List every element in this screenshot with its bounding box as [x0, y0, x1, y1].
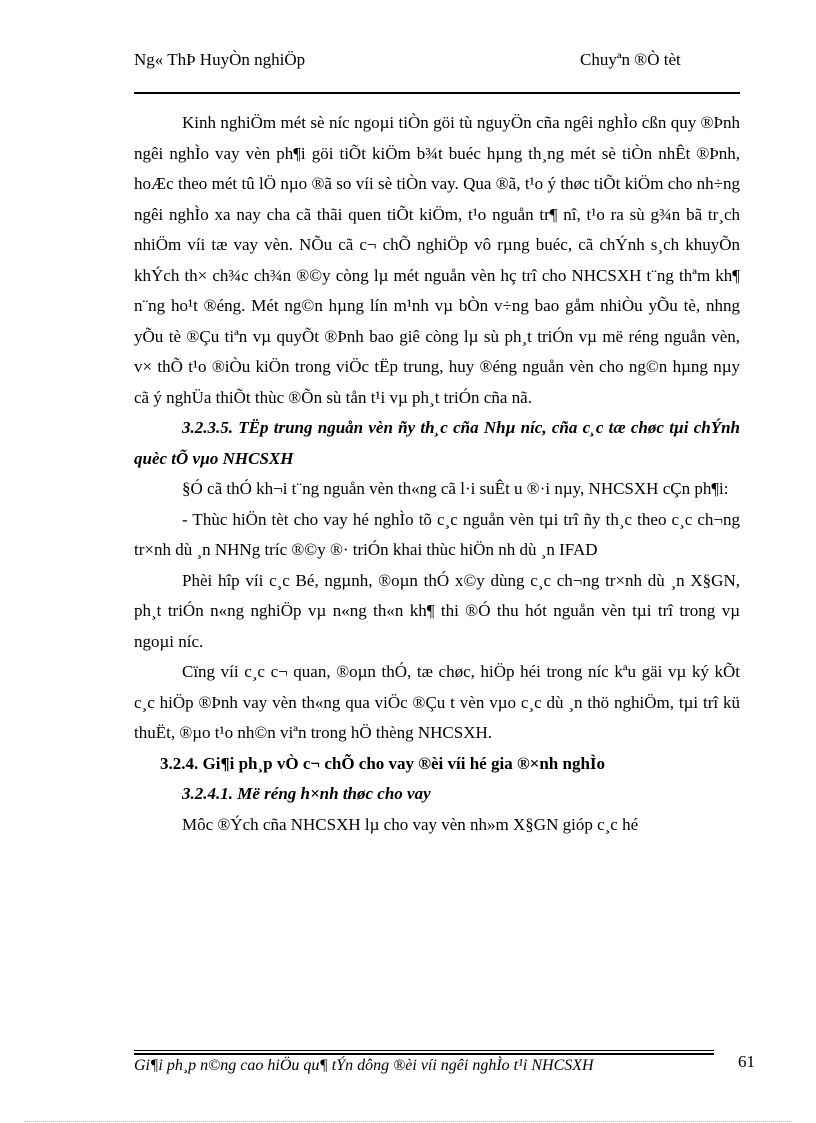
footer-rule-thick	[134, 1053, 714, 1055]
paragraph: §Ó cã thÓ kh¬i t¨ng nguån vèn th«ng cã l·i suÊt u ®·i nµy, NHCSXH cÇn ph¶i:	[182, 479, 729, 498]
page-number: 61	[738, 1052, 755, 1071]
page-body	[134, 108, 740, 840]
footer-rule	[134, 1050, 714, 1051]
subsection-heading: 3.2.4.1. Më réng h×nh thøc cho vay	[182, 784, 431, 803]
header-title: Chuyªn ®Ò tèt	[580, 50, 681, 69]
section-heading: 3.2.4. Gi¶i ph¸p vÒ c¬ chÕ cho vay ®èi víi hé gia ®×nh nghÌo	[160, 753, 606, 773]
header-rule	[134, 92, 740, 94]
paragraph: Cïng víi c¸c c¬ quan, ®oµn thÓ, tæ chøc, hiÖp héi trong níc kªu gäi vµ ký kÕt c¸c hiÖp ®Þnh vay vèn th«ng qua viÖc ®Çu t vèn vµo c¸c dù ¸n thö nghiÖm, tµi trî kü thuËt, ®µo t¹o nh©n viªn trong hÖ thèng NHCSXH.	[134, 662, 740, 742]
subsection-heading: 3.2.3.5. TËp trung nguån vèn ñy th¸c cña Nhµ níc, cña c¸c tæ chøc tµi chÝnh quèc tÕ vµo NHCSXH	[134, 418, 740, 468]
paragraph: - Thùc hiÖn tèt cho vay hé nghÌo tõ c¸c nguån vèn tµi trî ñy th¸c theo c¸c ch¬ng tr×nh dù ¸n NHNg tríc ®©y ®· triÓn khai thùc hiÖn nh dù ¸n IFAD	[134, 509, 740, 559]
paragraph: Môc ®Ých cña NHCSXH lµ cho vay vèn nh»m X§GN gióp c¸c hé	[182, 814, 639, 834]
page-bottom-border	[24, 1121, 792, 1122]
paragraph: Phèi hîp víi c¸c Bé, ngµnh, ®oµn thÓ x©y dùng c¸c ch¬ng tr×nh dù ¸n X§GN, ph¸t triÓn n«ng nghiÖp vµ n«ng th«n kh¶ thi ®Ó thu hót nguån vèn tµi trî trong vµ ngoµi níc.	[134, 570, 740, 651]
header-author: Ng« ThÞ HuyÒn nghiÖp	[134, 50, 306, 69]
paragraph: Kinh nghiÖm mét sè níc ngoµi tiÒn göi tù nguyÖn cña ngêi nghÌo cßn quy ®Þnh ngêi nghÌo vay vèn ph¶i göi tiÕt kiÖm b¾t buéc hµng th¸ng mét sè tiÒn nhÊt ®Þnh, hoÆc theo mét tû lÖ nµo ®ã so víi sè tiÒn vay. Qua ®ã, t¹o ý thøc tiÕt kiÖm cho nh÷ng ngêi nghÌo xa nay cha cã thãi quen tiÕt kiÖm, t¹o nguån tr¶ nî, t¹o ra sù g¾n bã tr¸ch nhiÖm víi tæ vay vèn. NÕu cã c¬ chÕ nghiÖp vô rµng buéc, cã chÝnh s¸ch khuyÕn khÝch th× ch¾c ch¾n ®©y còng lµ mét nguån vèn hç trî cho NHCSXH t¨ng thªm kh¶ n¨ng ho¹t ®éng. Mét ng©n hµng lín m¹nh vµ bÒn v÷ng bao gåm nhiÒu yÕu tè, nhng yÕu tè ®Çu tiªn vµ quyÕt ®Þnh bao giê còng lµ sù ph¸t triÓn vµ më réng nguån vèn, v× thÕ t¹o ®iÒu kiÖn trong viÖc tËp trung, huy ®éng nguån vèn cho ng©n hµng nµy cã ý nghÜa thiÕt thùc ®Õn sù tån t¹i vµ ph¸t triÓn cña nã.	[134, 113, 740, 407]
footer-text: Gi¶i ph¸p n©ng cao hiÖu qu¶ tÝn dông ®èi víi ngêi nghÌo t¹i NHCSXH	[134, 1057, 594, 1074]
